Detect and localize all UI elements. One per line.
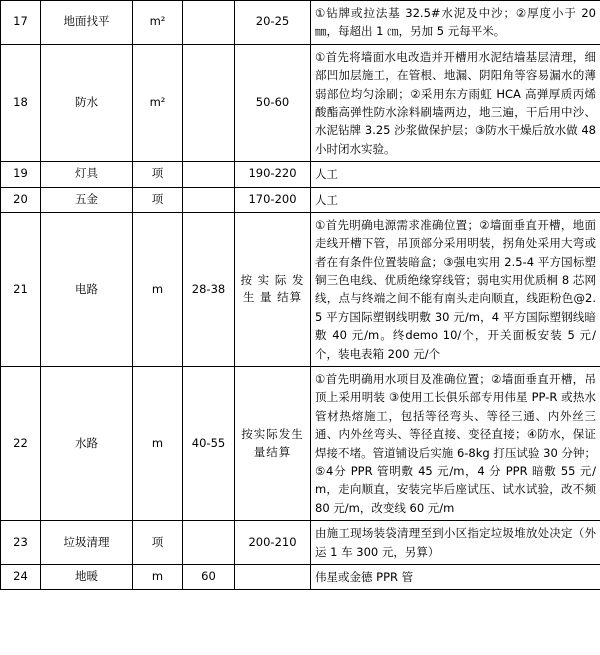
row-quantity [183, 162, 235, 187]
row-number: 24 [1, 564, 41, 589]
row-price: 50-60 [235, 44, 311, 161]
row-unit: m² [133, 1, 183, 45]
row-description: ①首先明确用水项目及准确位置；②墙面垂直开槽，吊顶上采用明装 ③使用工长俱乐部专用伟星 PP-R 或热水管材热熔施工，包括等径弯头、等径三通、内外丝三通、内外丝弯头、等径直接、变径直接；④防水，保证焊接不堵。管道铺设后实施 6-8kg 打压试验 30 分钟；⑤4分 PPR 管明敷 45 元/m，4 分 PPR 暗敷 55 元/m，走向顺直，安装完毕后座试压、试水试验，改不频 80 元/m，改变线 60 元/m [311, 367, 600, 521]
row-number: 21 [1, 212, 41, 366]
row-quantity [183, 44, 235, 161]
row-item: 地暖 [41, 564, 133, 589]
row-quantity [183, 1, 235, 45]
row-quantity [183, 187, 235, 212]
row-price: 20-25 [235, 1, 311, 45]
row-price [235, 564, 311, 589]
row-item: 地面找平 [41, 1, 133, 45]
row-price: 170-200 [235, 187, 311, 212]
row-quantity [183, 521, 235, 565]
table-row [1, 564, 600, 589]
table-row [1, 44, 600, 161]
table-row [1, 162, 600, 187]
row-unit: m [133, 212, 183, 366]
row-description: 伟星或金德 PPR 管 [311, 564, 600, 589]
table-row [1, 1, 600, 45]
row-unit: 项 [133, 187, 183, 212]
table-row [1, 521, 600, 565]
table-row [1, 367, 600, 521]
row-unit: m [133, 367, 183, 521]
row-item: 电路 [41, 212, 133, 366]
row-number: 19 [1, 162, 41, 187]
row-item: 水路 [41, 367, 133, 521]
row-description: ①首先将墙面水电改造并开槽用水泥结墙基层清理，细部凹加层施工，在管根、地漏、阴阳角等容易漏水的薄弱部位均匀涂刷；②采用东方雨虹 HCA 高弹厚质丙烯酸酯高弹性防水涂料刷墙两边，地三遍，干后用中沙、水泥钻牌 3.25 沙浆做保护层；③防水干燥后放水做 48 小时闭水实验。 [311, 44, 600, 161]
row-price: 按实际发生量结算 [235, 367, 311, 521]
row-item: 灯具 [41, 162, 133, 187]
row-price: 200-210 [235, 521, 311, 565]
row-description: 人工 [311, 162, 600, 187]
table-row [1, 187, 600, 212]
row-number: 17 [1, 1, 41, 45]
row-item: 垃圾清理 [41, 521, 133, 565]
row-item: 五金 [41, 187, 133, 212]
row-unit: 项 [133, 162, 183, 187]
table-row [1, 212, 600, 366]
row-number: 18 [1, 44, 41, 161]
row-quantity: 60 [183, 564, 235, 589]
row-item: 防水 [41, 44, 133, 161]
row-number: 23 [1, 521, 41, 565]
row-price: 按 实 际 发 生 量 结算 [235, 212, 311, 366]
row-unit: 项 [133, 521, 183, 565]
row-number: 22 [1, 367, 41, 521]
row-description: ①首先明确电源需求准确位置；②墙面垂直开槽，地面走线开槽下管，吊顶部分采用明装，拐角处采用大弯或者在有条件位置装暗盒；③强电实用 2.5-4 平方国标塑铜三色电线、优质绝缘穿线管；弱电实用优质桐 8 芯网线，点与终端之间不能有南头走向顺直，线距粉色@2.5 平方国际塑钢线明敷 30 元/m，4 平方国际塑钢线暗敷 40 元/m。终demo 10/个，开关面板安装 5 元/个，装电表箱 200 元/个 [311, 212, 600, 366]
row-description: ①钻牌或拉法基 32.5#水泥及中沙；②厚度小于 20 ㎜，每超出 1 ㎝，另加 5 元每平米。 [311, 1, 600, 45]
row-description: 人工 [311, 187, 600, 212]
row-number: 20 [1, 187, 41, 212]
row-unit: m [133, 564, 183, 589]
row-unit: m² [133, 44, 183, 161]
row-quantity: 40-55 [183, 367, 235, 521]
row-description: 由施工现场装袋清理至到小区指定垃圾堆放处决定（外运 1 车 300 元，另算） [311, 521, 600, 565]
row-price: 190-220 [235, 162, 311, 187]
row-quantity: 28-38 [183, 212, 235, 366]
